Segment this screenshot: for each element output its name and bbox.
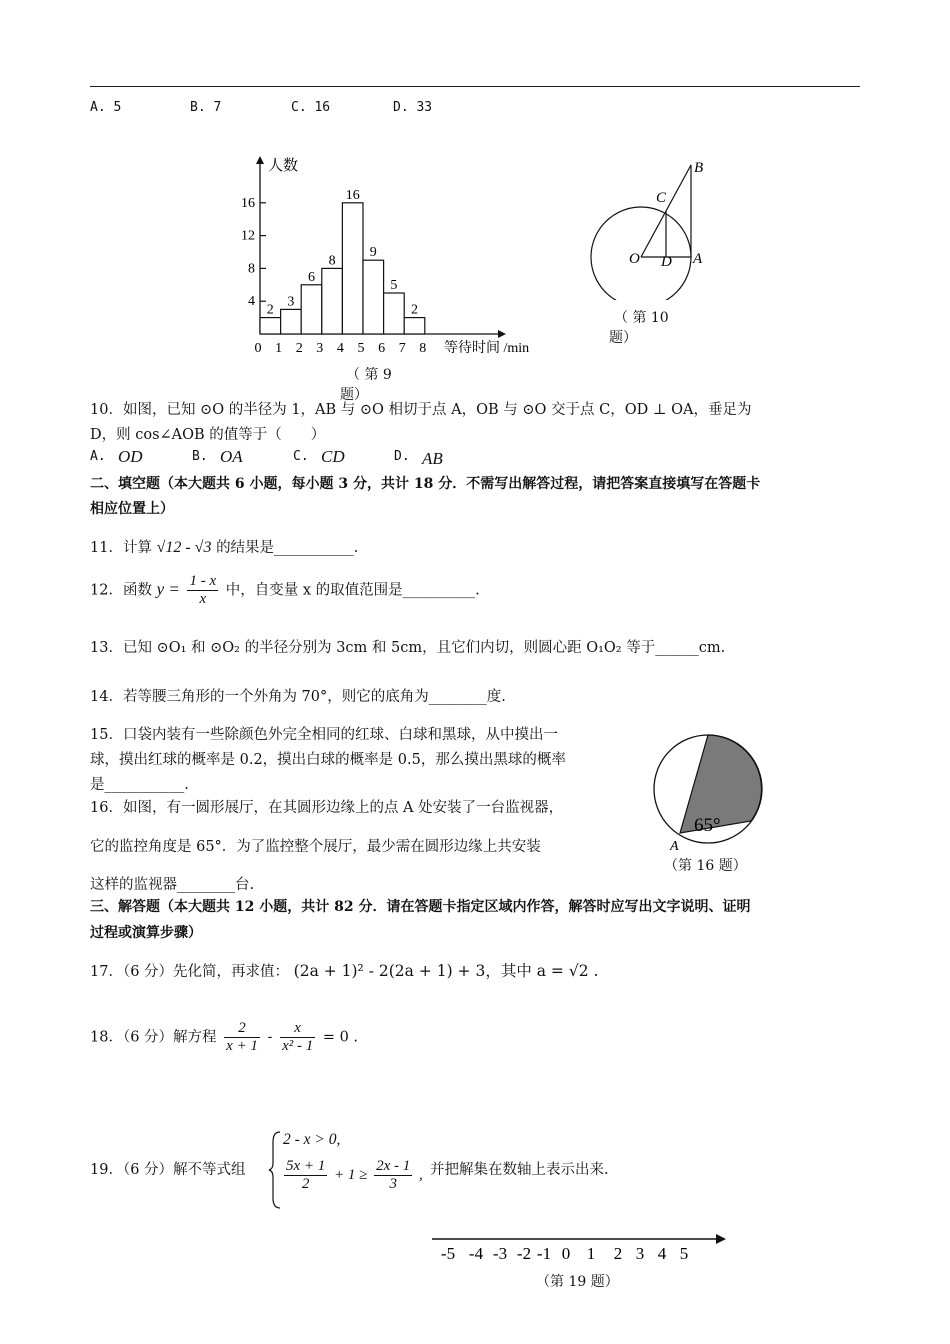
q9-option-b: B. 7 (190, 100, 222, 115)
q17 (90, 959, 598, 981)
q17-expression: (2a + 1)² - 2(2a + 1) + 3，其中 a = √2 . (293, 962, 599, 980)
number-line (430, 1225, 730, 1269)
bar-value-label: 2 (266, 302, 274, 318)
section-2-heading-2: 相应位置上） (90, 501, 174, 517)
q18-f2-numerator: x (280, 1020, 315, 1038)
q15-line-1: 15．口袋内装有一些除颜色外完全相同的红球、白球和黑球，从中摸出一 (90, 727, 558, 743)
monitored-sector (680, 735, 762, 833)
label-d: D (661, 254, 672, 270)
fig16-caption: （第 16 题） (664, 858, 747, 874)
number-line-label: -1 (536, 1244, 552, 1263)
q9-option-d: D. 33 (393, 100, 433, 115)
y-axis-arrow (256, 156, 264, 164)
q10-option-d-label: D. (394, 449, 410, 464)
label-o: O (629, 251, 640, 267)
fig16-angle-label: 65° (694, 815, 721, 836)
number-line-label: 1 (586, 1244, 596, 1263)
histogram-bar (363, 260, 384, 334)
label-a: A (693, 251, 703, 267)
y-axis-label: 人数 (268, 158, 299, 174)
q19-comma: , (419, 1166, 423, 1183)
q18-f2-denominator: x² - 1 (282, 1038, 314, 1054)
fig9-caption-a: （ 第 9 (346, 367, 392, 383)
q10-stem: 10．如图，已知 ⊙O 的半径为 1，AB 与 ⊙O 相切于点 A，OB 与 ⊙O 交于点 C，OD ⊥ OA，垂足为 (90, 402, 752, 418)
number-line-label: -4 (468, 1244, 484, 1263)
y-tick-label: 8 (248, 261, 255, 277)
q13: 13．已知 ⊙O₁ 和 ⊙O₂ 的半径分别为 3cm 和 5cm，且它们内切，则圆心距 O₁O₂ 等于______cm. (90, 640, 726, 656)
x-axis-arrow (498, 330, 506, 338)
number-line-label: -2 (516, 1244, 532, 1263)
number-line-arrow (716, 1234, 726, 1244)
number-line-label: -3 (492, 1244, 508, 1263)
q10-option-a-label: A. (90, 449, 106, 464)
q18-equals: = 0 . (322, 1029, 359, 1046)
q19-right-denominator: 3 (389, 1176, 397, 1192)
fig16-point-a: A (670, 839, 679, 854)
q19-prefix: 19．（6 分）解不等式组 (90, 1162, 246, 1178)
q12-fraction (187, 573, 218, 608)
x-tick-label: 1 (275, 341, 283, 356)
q19-left-numerator: 5x + 1 (286, 1158, 326, 1174)
histogram-bar (404, 318, 425, 334)
q11-expression: √12 - √3 (156, 539, 212, 556)
q16-line-2: 它的监控角度是 65°．为了监控整个展厅，最少需在圆形边缘上共安装 (90, 839, 541, 855)
q19-right-numerator: 2x - 1 (376, 1158, 411, 1174)
q19-inequality-2 (281, 1158, 423, 1193)
x-tick-label: 7 (398, 341, 406, 356)
x-tick-label: 8 (419, 341, 427, 356)
circle-o (591, 207, 691, 300)
q10-option-b: OA (220, 447, 243, 466)
histogram-bar (260, 318, 281, 334)
fig16-exhibition-hall (650, 727, 770, 857)
q12 (90, 573, 480, 608)
bar-value-label: 3 (287, 294, 295, 310)
q10-option-c-label: C. (293, 449, 309, 464)
histogram-bar (322, 268, 343, 334)
fig10-geometry (585, 150, 725, 300)
bar-value-label: 8 (328, 253, 336, 269)
q10-option-b-label: B. (192, 449, 208, 464)
y-tick-label: 16 (241, 195, 255, 211)
label-c: C (656, 190, 667, 206)
x-axis-label: 等待时间 /min (444, 341, 530, 356)
bar-value-label: 2 (411, 302, 418, 318)
fig10-caption-a: （ 第 10 (614, 310, 669, 326)
histogram-bar (384, 293, 405, 334)
number-line-label: 3 (635, 1244, 645, 1263)
number-line-label: 2 (613, 1244, 623, 1263)
x-tick-label: 0 (254, 341, 262, 356)
q11-suffix: 的结果是___________. (216, 540, 359, 556)
label-b: B (694, 160, 704, 176)
q10-stem-2: D，则 cos∠AOB 的值等于（ ） (90, 427, 326, 443)
q19-middle: + 1 ≥ (334, 1166, 368, 1183)
q10-option-a: OD (118, 447, 143, 466)
q16-line-3: 这样的监视器________台. (90, 877, 255, 893)
q18-prefix: 18．（6 分）解方程 (90, 1029, 217, 1046)
q16-line-1: 16．如图，有一圆形展厅，在其圆形边缘上的点 A 处安装了一台监视器， (90, 800, 564, 816)
q18 (90, 1020, 358, 1055)
q14: 14．若等腰三角形的一个外角为 70°，则它的底角为________度. (90, 689, 506, 705)
histogram-chart (230, 150, 560, 360)
number-line-label: 0 (561, 1244, 571, 1263)
q10-option-d: AB (422, 449, 443, 468)
system-brace (268, 1130, 282, 1210)
histogram-bar (342, 203, 363, 334)
bar-value-label: 5 (390, 278, 398, 293)
q12-prefix: 12．函数 (90, 582, 152, 599)
q12-numerator: 1 - x (189, 573, 217, 589)
q17-prefix: 17．（6 分）先化简，再求值： (90, 964, 290, 980)
y-tick-label: 4 (248, 294, 255, 310)
q9-option-a: A. 5 (90, 100, 122, 115)
q9-option-c: C. 16 (291, 100, 331, 115)
q19-inequality-1: 2 - x > 0, (283, 1131, 341, 1148)
number-line-label: -5 (440, 1244, 456, 1263)
x-tick-label: 6 (378, 341, 386, 356)
x-tick-label: 4 (336, 341, 344, 356)
bar-value-label: 16 (345, 187, 360, 203)
fig19-caption: （第 19 题） (536, 1274, 619, 1290)
section-3-heading-2: 过程或演算步骤） (90, 925, 202, 941)
q18-f1-numerator: 2 (224, 1020, 260, 1038)
q10-option-c: CD (321, 447, 345, 466)
bar-value-label: 9 (369, 245, 377, 261)
q18-f1-denominator: x + 1 (226, 1038, 258, 1054)
fig10-caption-b: 题） (609, 330, 637, 346)
histogram-bar (301, 285, 322, 334)
q19-fraction-left (284, 1158, 327, 1193)
q12-suffix: 中，自变量 x 的取值范围是__________. (225, 582, 480, 599)
q12-lhs: y = (156, 579, 180, 599)
q18-fraction-2 (280, 1020, 315, 1055)
q12-denominator: x (199, 591, 207, 607)
top-rule (90, 86, 860, 87)
section-2-heading: 二、填空题（本大题共 6 小题，每小题 3 分，共计 18 分．不需写出解答过程，请把答案直接填写在答题卡 (90, 476, 761, 492)
q15-line-3: 是___________. (90, 777, 189, 793)
q18-fraction-1 (224, 1020, 260, 1055)
number-line-label: 4 (657, 1244, 667, 1263)
fig9-caption-b: 题） (340, 387, 368, 403)
x-tick-label: 3 (316, 341, 324, 356)
y-tick-label: 12 (241, 228, 255, 244)
q11 (90, 536, 358, 557)
q11-prefix: 11．计算 (90, 540, 152, 556)
bar-value-label: 6 (308, 269, 315, 285)
q19-instruction: 并把解集在数轴上表示出来. (430, 1162, 609, 1178)
q18-minus: - (267, 1029, 273, 1046)
histogram-bar (281, 309, 302, 334)
number-line-label: 5 (679, 1244, 689, 1263)
q15-line-2: 球，摸出红球的概率是 0.2，摸出白球的概率是 0.5，那么摸出黑球的概率 (90, 752, 566, 768)
x-tick-label: 2 (295, 341, 303, 356)
section-3-heading: 三、解答题（本大题共 12 小题，共计 82 分．请在答题卡指定区域内作答，解答时应写出文字说明、证明 (90, 899, 751, 915)
q19-fraction-right (374, 1158, 412, 1193)
x-tick-label: 5 (357, 341, 365, 356)
q19-left-denominator: 2 (301, 1176, 310, 1192)
